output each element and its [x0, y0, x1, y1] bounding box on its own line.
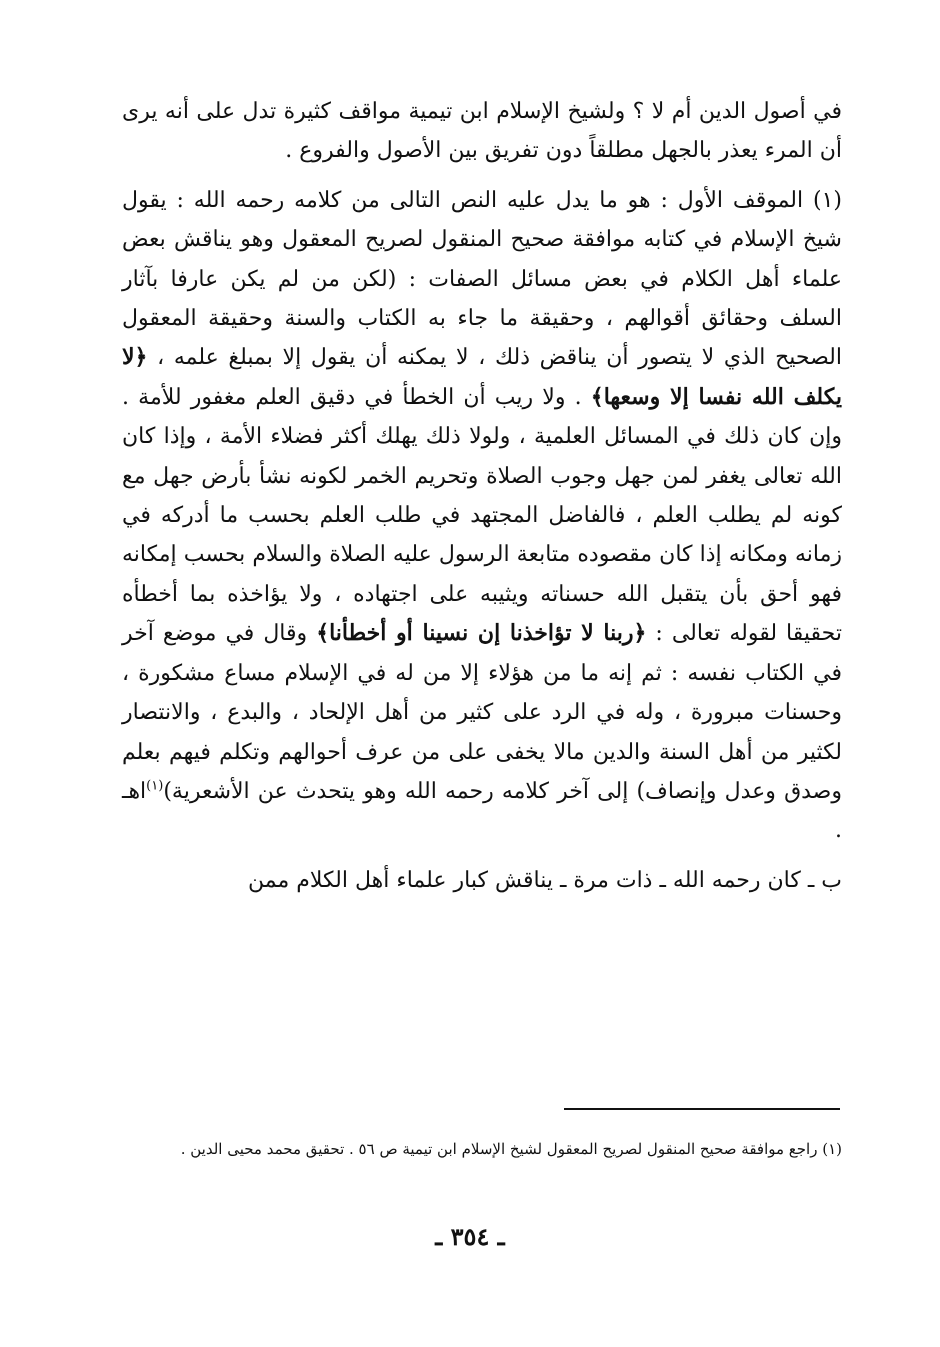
- intro-text: في أصول الدين أم لا ؟ ولشيخ الإسلام ابن تيمية مواقف كثيرة تدل على أنه يرى أن المرء يعذر بالجهل مطلقاً دون تفريق بين الأصول والفروع .: [122, 99, 842, 164]
- intro-paragraph: [122, 92, 842, 171]
- page-number: ـ ٣٥٤ ـ: [435, 1222, 505, 1251]
- first-position-text-a: (١) الموقف الأول : هو ما يدل عليه النص التالى من كلامه رحمه الله : يقول شيخ الإسلام في كتابه موافقة صحيح المنقول لصريح المعقول وهو يناقش بعض علماء أهل الكلام في بعض مسائل الصفات : (لكن من لم يكن عارفا بآثار السلف وحقائق أقوالهم ، وحقيقة ما جاء به الكتاب والسنة وحقيقة المعقول الصحيح الذي لا يتصور أن يناقض ذلك ، لا يمكنه أن يقول إلا بمبلغ علمه ،: [122, 187, 842, 371]
- footnote-reference: (١): [146, 778, 164, 794]
- quran-verse-2: ﴿ربنا لا تؤاخذنا إن نسينا أو أخطأنا﴾: [316, 620, 647, 647]
- first-position-text-b: . ولا ريب أن الخطأ في دقيق العلم مغفور للأمة . وإن كان ذلك في المسائل العلمية ، ولولا ذلك يهلك أكثر فضلاء الأمة ، وإذا كان الله تعالى يغفر لمن جهل وجوب الصلاة وتحريم الخمر لكونه نشأ بأرض جهل مع كونه لم يطلب العلم ، فالفاضل المجتهد في طلب العلم بحسب ما أدركه في زمانه ومكانه إذا كان مقصوده متابعة الرسول عليه الصلاة والسلام بحسب إمكانه فهو أحق بأن يتقبل الله حسناته ويثيبه على اجتهاده ، ولا يؤاخذه بما أخطأه تحقيقا لقوله تعالى :: [122, 384, 842, 647]
- body-text: [122, 92, 842, 900]
- second-position-paragraph: [122, 861, 842, 900]
- footnote: [122, 1134, 842, 1164]
- footnote-text: (١) راجع موافقة صحيح المنقول لصريح المعقول لشيخ الإسلام ابن تيمية ص ٥٦ . تحقيق محمد محيى الدين .: [180, 1140, 842, 1158]
- first-position-text-c: وقال في موضع آخر في الكتاب نفسه : ثم إنه ما من هؤلاء إلا من له في الإسلام مساع مشكورة ، وحسنات مبرورة ، وله في الرد على كثير من أهل الإلحاد ، والبدع ، والانتصار لكثير من أهل السنة والدين مالا يخفى على من عرف أحوالهم وتكلم فيهم بعلم وصدق وعدل وإنصاف) إلى آخر كلامه رحمه الله وهو يتحدث عن الأشعرية): [122, 621, 842, 804]
- first-position-paragraph: [122, 181, 842, 851]
- quran-verse-1: ﴿لا يكلف الله نفسا إلا وسعها﴾: [122, 344, 842, 410]
- footnote-separator: [564, 1108, 840, 1110]
- second-position-text: ب ـ كان رحمه الله ـ ذات مرة ـ يناقش كبار علماء أهل الكلام ممن: [248, 867, 842, 893]
- first-position-end: اهـ .: [122, 778, 842, 844]
